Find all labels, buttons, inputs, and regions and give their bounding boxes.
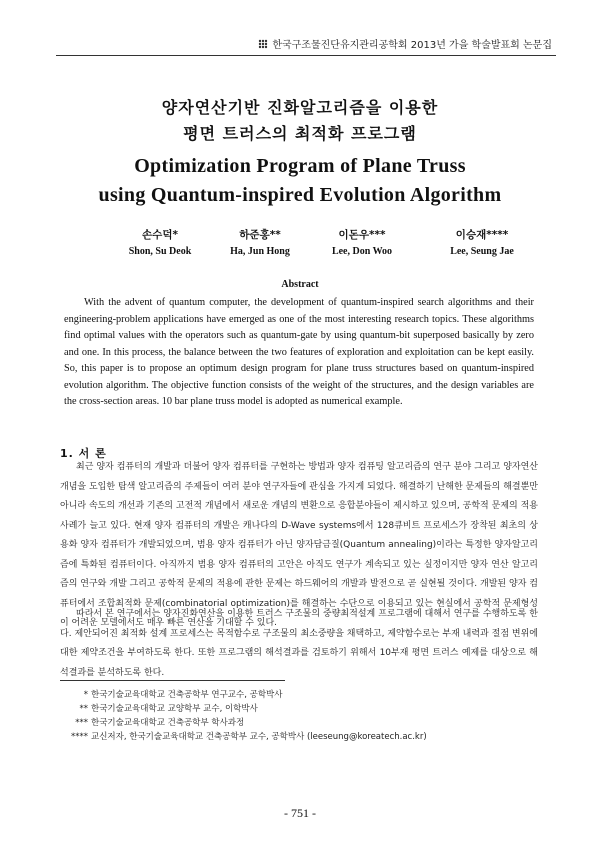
- section-heading: 1. 서 론: [60, 447, 107, 460]
- footnote-item: [62, 716, 427, 730]
- footnote-list: [62, 688, 427, 744]
- title-ko-line2: 평면 트러스의 최적화 프로그램: [183, 124, 417, 143]
- page-number: - 751 -: [284, 806, 316, 820]
- footnote-mark: *: [83, 690, 88, 700]
- author-4: [422, 227, 542, 257]
- header-divider: [56, 55, 556, 56]
- footnote-mark: ***: [75, 718, 88, 728]
- author-name-ko: 손수덕*: [142, 229, 178, 241]
- body-paragraph-2: 따라서 본 연구에서는 양자진화연산을 이용한 트러스 구조물의 중량최적설계 프로그램에 대해서 연구를 수행하도록 한다. 제안되어진 최적화 설계 프로세스는 목적함수로 구조물의 최소중량을 채택하고, 제약함수로는 부재 내력과 절점 변위에 대한 제약조건을 부여하도록 한다. 또한 프로그램의 해석결과를 검토하기 위해서 10부재 평면 트러스 예제를 대상으로 해석결과를 분석하도록 한다.: [60, 609, 538, 678]
- author-name-ko: 이돈우***: [338, 229, 386, 241]
- title-en-line2: using Quantum-inspired Evolution Algorithm: [98, 184, 502, 206]
- body-paragraph-1: 최근 양자 컴퓨터의 개발과 더불어 양자 컴퓨터를 구현하는 방법과 양자 컴퓨팅 알고리즘의 연구 분야 그리고 양자연산개념을 도입한 탐색 알고리즘의 주제들이 여러 분야 연구자들에 관심을 가지게 되었다. 해결하기 난해한 문제들의 해결뿐만 아니라 속도의 개선과 기존의 고전적 개념에서 새로운 개념의 변환으로 응합분야들이 제시하고 있으며, 공학적 문제의 적용사례가 늘고 있다. 현재 양자 컴퓨터의 개발은 캐나다의 D-Wave systems에서 128큐비트 프로세스가 장착된 최초의 상용화 양자 컴퓨터가 개발되었으며, 범용 양자 컴퓨터가 아닌 양자담금질(Quantum annealing)이라는 특정한 양자알고리즘에 특화된 컴퓨터이다. 아직까지 범용 양자 컴퓨터의 고안은 아직도 연구가 계속되고 있는 실정이지만 양자 연산 알고리즘의 연구와 개발 그리고 공학적 문제의 적용에 관한 문제는 하드웨어의 개발과 발전으로 곧 실현될 것이다. 개발된 양자 컴퓨터에서 조합최적화 문제(combinatorial optimization)를 해결하는 수단으로 이용되고 있는 현실에서 공학적 문제형성이 어려운 모델에서도 매우 빠른 연산을 기대할 수 있다.: [60, 462, 538, 628]
- footnote-mark: ****: [71, 732, 88, 742]
- footnote-text: 한국기술교육대학교 건축공학부 연구교수, 공학박사: [91, 690, 283, 700]
- title-en-line1: Optimization Program of Plane Truss: [134, 155, 466, 177]
- footnote-divider: [60, 680, 285, 681]
- title-ko-line1: 양자연산기반 진화알고리즘을 이용한: [161, 98, 439, 117]
- footnote-mark: **: [79, 704, 88, 714]
- author-name-ko: 하준홍**: [239, 229, 281, 241]
- dots-icon: [258, 39, 268, 49]
- author-list: [100, 227, 520, 267]
- footnote-item: [62, 702, 427, 716]
- footnote-text: 한국기술교육대학교 교양학부 교수, 이학박사: [91, 704, 258, 714]
- author-3: [302, 227, 422, 257]
- abstract-heading: Abstract: [281, 279, 319, 290]
- journal-header: [258, 36, 552, 51]
- author-name-en: Shon, Su Deok: [128, 246, 192, 257]
- footnote-item: [62, 730, 427, 744]
- author-name-en: Lee, Seung Jae: [450, 246, 514, 257]
- footnote-text: 한국기술교육대학교 건축공학부 학사과정: [91, 718, 245, 728]
- footnote-item: [62, 688, 427, 702]
- abstract-text: With the advent of quantum computer, the development of quantum-inspired search algorithms and their engineering-problem applications have emerged as one of the most interesting research topics. These algorithms find optimal values with the operators such as quantum-gate by using quantum-bit superposed basically by zero and one. In this process, the balance between the two features of exploration and exploitation can be kept easily. So, this paper is to propose an optimum design program for plane truss structures based on quantum-inspired evolution algorithm. The objective function consists of the weight of the structures, and the design variables are the cross-section areas. 10 bar plane truss model is adopted as numerical example.: [64, 297, 534, 407]
- author-name-ko: 이승재****: [455, 229, 509, 241]
- footnote-text: 교신저자, 한국기술교육대학교 건축공학부 교수, 공학박사 (leeseung@koreatech.ac.kr): [91, 732, 427, 742]
- journal-name: 한국구조물진단유지관리공학회 2013년 가을 학술발표회 논문집: [272, 40, 552, 51]
- author-name-en: Ha, Jun Hong: [230, 246, 290, 257]
- author-name-en: Lee, Don Woo: [331, 246, 393, 257]
